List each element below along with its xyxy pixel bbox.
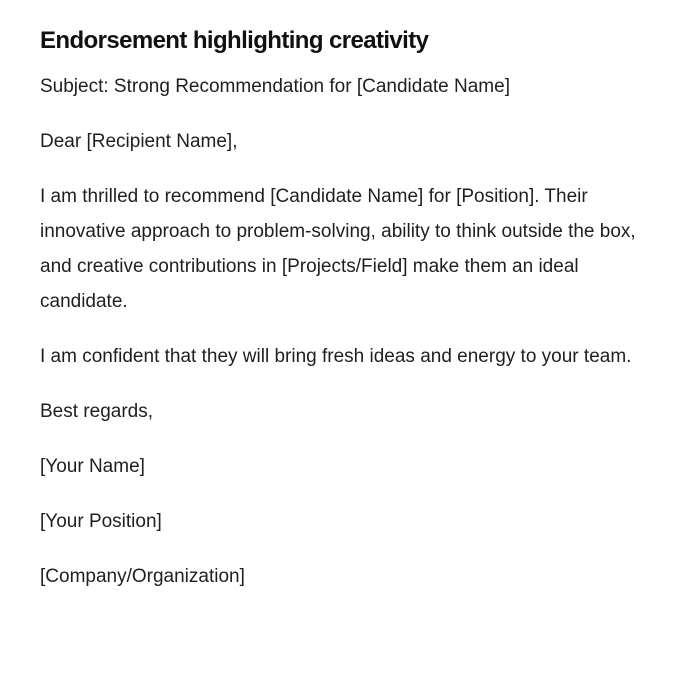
- closing: Best regards,: [40, 401, 153, 422]
- subject-line: Subject: Strong Recommendation for [Candidate Name]: [40, 76, 510, 97]
- body-paragraph-2: I am confident that they will bring fresh ideas and energy to your team.: [40, 346, 632, 367]
- salutation: Dear [Recipient Name],: [40, 131, 238, 152]
- body-paragraph-1: I am thrilled to recommend [Candidate Name] for [Position]. Their innovative approach to problem-solving, ability to think outside the box, and creative contributions in [Projects/Field] make them an ideal candidate.: [40, 186, 636, 312]
- signature-company: [Company/Organization]: [40, 566, 245, 587]
- document-title: Endorsement highlighting creativity: [40, 27, 429, 54]
- signature-position: [Your Position]: [40, 511, 162, 532]
- signature-name: [Your Name]: [40, 456, 145, 477]
